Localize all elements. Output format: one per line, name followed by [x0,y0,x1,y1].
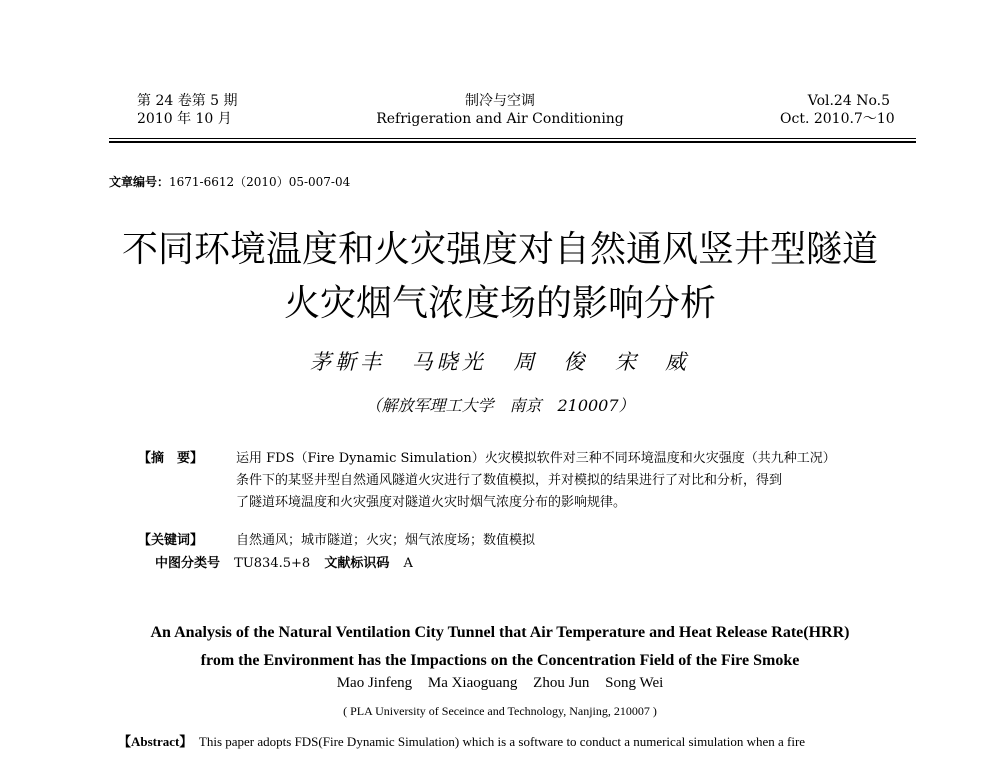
paper-title-line-2: 火灾烟气浓度场的影响分析 [283,283,716,324]
author: 茅靳丰 [309,350,385,374]
english-author: Song Wei [605,675,664,691]
author: 宋 威 [615,350,691,374]
english-author: Ma Xiaoguang [427,675,518,691]
abstract-cn-line: 条件下的某竖井型自然通风隧道火灾进行了数值模拟，并对模拟的结果进行了对比和分析，得到 [236,473,783,488]
abstract-cn-line: 了隧道环境温度和火灾强度对隧道火灾时烟气浓度分布的影响规律。 [236,495,627,510]
author: 周 俊 [513,350,589,374]
keywords-cn: 自然通风；城市隧道；火灾；烟气浓度场；数值模拟 [236,533,536,548]
doc-code-label: 文献标识码 [324,556,390,571]
paper-title-line-1: 不同环境温度和火灾强度对自然通风竖井型隧道 [121,229,878,270]
volume-en: Vol.24 No.5 [807,93,890,109]
english-author: Mao Jinfeng [336,675,413,691]
author: 马晓光 [411,350,487,374]
english-abstract [118,731,805,750]
abstract-cn [236,448,896,514]
abstract-cn-line: 运用 FDS（Fire Dynamic Simulation）火灾模拟软件对三种不同环境温度和火灾强度（共九种工况） [236,451,836,466]
clc-value: TU834.5+8 [234,556,311,571]
journal-name-cn: 制冷与空调 [465,93,535,109]
author-list [0,346,1000,376]
english-title-line-1: An Analysis of the Natural Ventilation City Tunnel that Air Temperature and Heat Release Rate(HRR) [150,624,850,641]
english-affiliation: ( PLA University of Seceince and Technology, Nanjing, 210007 ) [343,704,657,718]
english-abstract-label: 【Abstract】 [118,734,193,749]
affiliation: （解放军理工大学 南京 210007） [365,396,635,415]
english-author: Zhou Jun [533,675,590,691]
article-number-label: 文章编号： [109,175,170,189]
header-rule-thick [109,141,916,143]
article-number [109,173,350,190]
keywords-label-cn: 【关键词】 [138,533,204,548]
volume-issue: 第 24 卷第 5 期 [137,93,238,109]
article-number-value: 1671-6612（2010）05-007-04 [169,175,351,189]
journal-volume-en [780,92,895,128]
issue-date: 2010 年 10 月 [137,111,232,127]
abstract-label-cn: 【摘 要】 [138,451,204,466]
english-abstract-text: This paper adopts FDS(Fire Dynamic Simulation) which is a software to conduct a numerical simulation when a fire [198,734,806,749]
clc-label: 中图分类号 [155,556,221,571]
english-author-list [0,675,1000,692]
header-rule-thin [109,138,916,139]
classification-row [155,553,423,575]
pages-en: Oct. 2010.7～10 [780,111,895,127]
doc-code-value: A [403,556,413,571]
journal-name-en: Refrigeration and Air Conditioning [376,111,624,127]
english-title-line-2: from the Environment has the Impactions on the Concentration Field of the Fire Smoke [200,652,800,669]
